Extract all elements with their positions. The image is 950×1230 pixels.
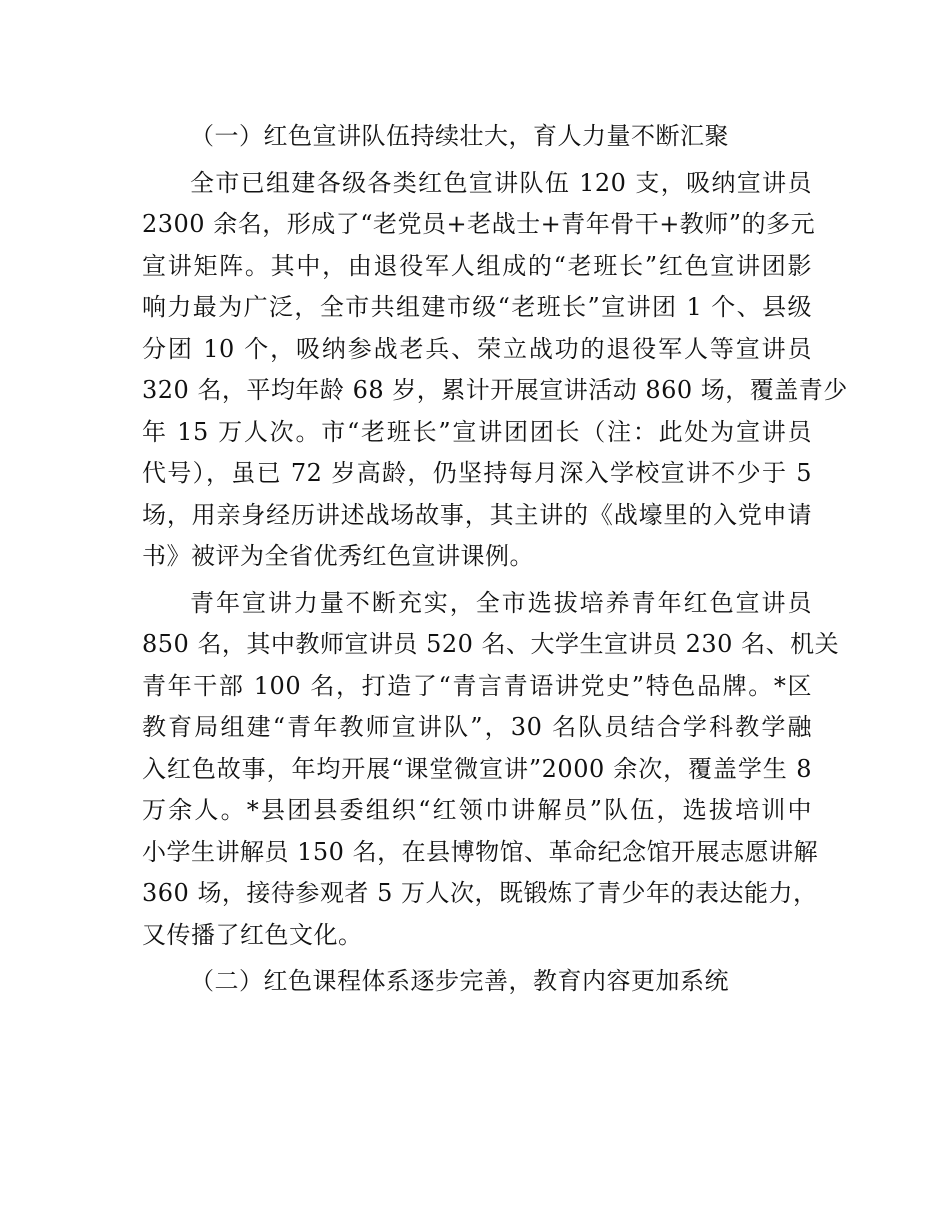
paragraph-line: 又传播了红色文化。 — [142, 920, 363, 949]
section-heading-2: （二）红色课程体系逐步完善，教育内容更加系统 — [190, 967, 729, 995]
paragraph-youth-speakers — [142, 583, 840, 957]
paragraph-line: 2300 余名，形成了“老党员+老战士+青年骨干+教师”的多元 — [142, 210, 816, 238]
paragraph-line: 年 15 万人次。市“老班长”宣讲团团长（注：此处为宣讲员 — [142, 417, 812, 446]
paragraph-line: 万余人。*县团县委组织“红领巾讲解员”队伍，选拔培训中 — [142, 796, 812, 824]
paragraph-line: 教育局组建“青年教师宣讲队”，30 名队员结合学科教学融 — [142, 713, 812, 741]
section-heading-1: （一）红色宣讲队伍持续壮大，育人力量不断汇聚 — [190, 122, 729, 150]
paragraph-line: 代号），虽已 72 岁高龄，仍坚持每月深入学校宣讲不少于 5 — [142, 459, 812, 487]
paragraph-line: 全市已组建各级各类红色宣讲队伍 120 支，吸纳宣讲员 — [190, 168, 812, 197]
paragraph-line: 青年干部 100 名，打造了“青言青语讲党史”特色品牌。*区 — [142, 671, 812, 700]
document-body — [142, 116, 848, 1003]
paragraph-line: 小学生讲解员 150 名，在县博物馆、革命纪念馆开展志愿讲解 — [142, 837, 819, 866]
paragraph-line: 场，用亲身经历讲述战场故事，其主讲的《战壕里的入党申请 — [142, 500, 812, 529]
paragraph-line: 320 名，平均年龄 68 岁，累计开展宣讲活动 860 场，覆盖青少 — [142, 376, 848, 404]
paragraph-line: 360 场，接待参观者 5 万人次，既锻炼了青少年的表达能力， — [142, 879, 818, 907]
paragraph-line: 响力最为广泛，全市共组建市级“老班长”宣讲团 1 个、县级 — [142, 293, 812, 321]
paragraph-line: 分团 10 个，吸纳参战老兵、荣立战功的退役军人等宣讲员 — [142, 334, 812, 363]
paragraph-line: 入红色故事，年均开展“课堂微宣讲”2000 余次，覆盖学生 8 — [142, 754, 812, 783]
paragraph-speaker-teams — [142, 163, 848, 578]
paragraph-line: 书》被评为全省优秀红色宣讲课例。 — [142, 542, 534, 570]
paragraph-line: 青年宣讲力量不断充实，全市选拔培养青年红色宣讲员 — [190, 588, 812, 617]
paragraph-line: 850 名，其中教师宣讲员 520 名、大学生宣讲员 230 名、机关 — [142, 630, 840, 658]
paragraph-line: 宣讲矩阵。其中，由退役军人组成的“老班长”红色宣讲团影 — [142, 251, 812, 280]
